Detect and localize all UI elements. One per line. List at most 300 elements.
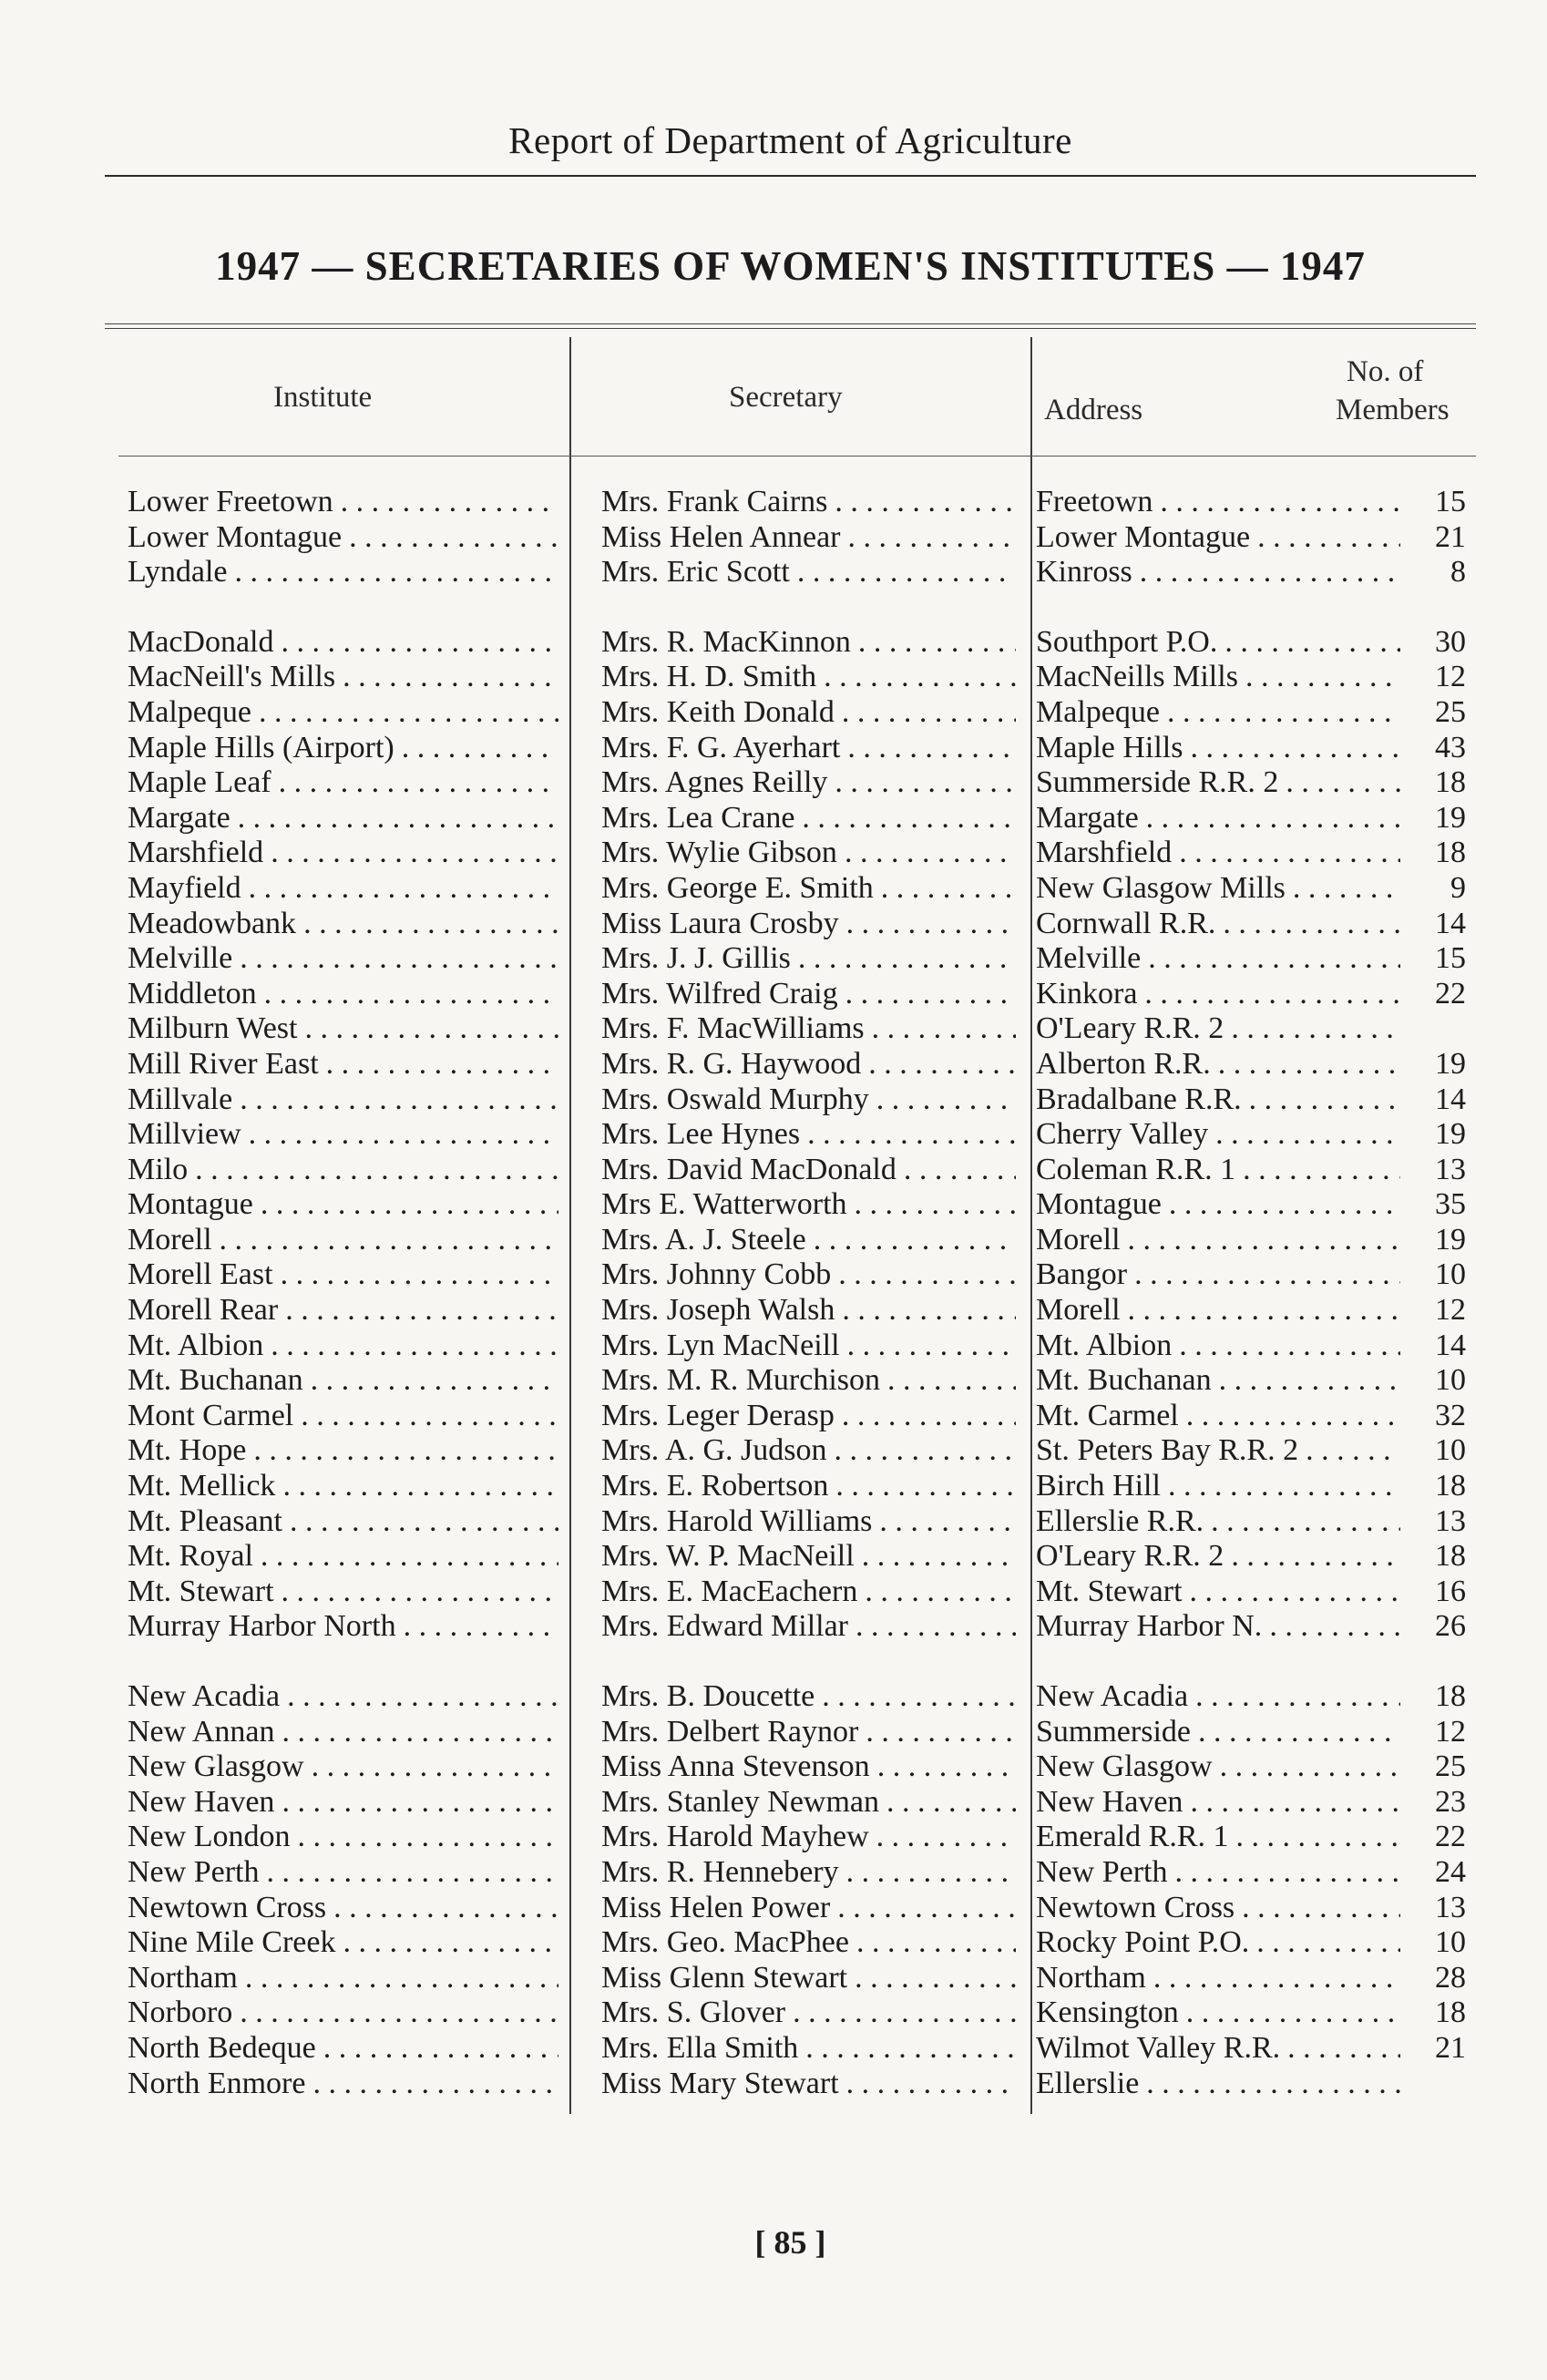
members-cell: 12 bbox=[1435, 1714, 1466, 1749]
leader-dots bbox=[1219, 1363, 1400, 1399]
leader-dots bbox=[238, 801, 558, 836]
table-row bbox=[128, 1433, 1476, 1469]
leader-dots bbox=[261, 1187, 558, 1223]
table-row bbox=[128, 1961, 1476, 1996]
table-row bbox=[128, 1715, 1476, 1750]
address-cell: St. Peters Bay R.R. 2 . . . bbox=[1025, 1433, 1400, 1469]
leader-dots bbox=[311, 1363, 558, 1399]
table-row bbox=[128, 2067, 1476, 2102]
leader-dots bbox=[848, 520, 1016, 556]
members-cell: 25 bbox=[1435, 694, 1466, 729]
secretary-cell: Mrs. Joseph Walsh . . . bbox=[577, 1293, 1025, 1328]
address-cell: Maple Hills . . . bbox=[1025, 731, 1400, 766]
leader-dots bbox=[240, 941, 558, 977]
members-cell: 24 bbox=[1435, 1854, 1466, 1889]
leader-dots bbox=[1245, 660, 1400, 695]
leader-dots bbox=[1220, 1749, 1400, 1785]
table-row bbox=[128, 555, 1476, 590]
col-header-secretary: Secretary bbox=[729, 381, 843, 414]
secretary-cell: Mrs. F. G. Ayerhart . . . bbox=[577, 731, 1025, 766]
leader-dots bbox=[326, 1047, 558, 1082]
leader-dots bbox=[1153, 1961, 1400, 1996]
leader-dots bbox=[1186, 1399, 1400, 1434]
leader-dots bbox=[195, 1153, 558, 1188]
leader-dots bbox=[1128, 1293, 1400, 1328]
address-cell: Kinkora . . . bbox=[1025, 977, 1400, 1012]
leader-dots bbox=[323, 2031, 558, 2067]
members-cell: 19 bbox=[1435, 800, 1466, 835]
institute-cell: Middleton . . . bbox=[128, 977, 577, 1012]
leader-dots bbox=[282, 1785, 558, 1821]
secretary-cell: Mrs. George E. Smith . . . bbox=[577, 871, 1025, 907]
institute-cell: Mayfield . . . bbox=[128, 871, 577, 907]
leader-dots bbox=[1190, 731, 1400, 766]
members-cell: 21 bbox=[1435, 519, 1466, 554]
leader-dots bbox=[312, 2067, 558, 2102]
members-cell: 12 bbox=[1435, 1293, 1466, 1328]
institute-cell: New Glasgow . . . bbox=[128, 1749, 577, 1785]
leader-dots bbox=[279, 765, 558, 801]
leader-dots bbox=[1190, 1785, 1400, 1821]
institute-cell: Mt. Stewart . . . bbox=[128, 1575, 577, 1610]
leader-dots bbox=[1134, 1257, 1400, 1293]
table-row bbox=[128, 1187, 1476, 1223]
members-cell: 21 bbox=[1435, 2030, 1466, 2065]
address-cell: New Haven . . . bbox=[1025, 1785, 1400, 1821]
leader-dots bbox=[855, 1961, 1016, 1996]
address-cell: Ellerslie R.R. . . . bbox=[1025, 1504, 1400, 1540]
address-cell: Birch Hill . . . bbox=[1025, 1469, 1400, 1504]
address-cell: Newtown Cross . . . bbox=[1025, 1891, 1400, 1926]
table-row bbox=[128, 1820, 1476, 1855]
leader-dots bbox=[879, 1504, 1016, 1540]
address-cell: Mt. Albion . . . bbox=[1025, 1328, 1400, 1364]
leader-dots bbox=[1256, 1925, 1400, 1961]
leader-dots bbox=[1144, 977, 1400, 1012]
table-row bbox=[128, 1855, 1476, 1891]
leader-dots bbox=[846, 1855, 1016, 1891]
address-cell: Southport P.O. . . . bbox=[1025, 625, 1400, 661]
institute-cell: Millvale . . . bbox=[128, 1082, 577, 1118]
leader-dots bbox=[876, 1820, 1016, 1855]
institute-cell: Northam . . . bbox=[128, 1961, 577, 1996]
secretary-cell: Miss Laura Crosby . . . bbox=[577, 907, 1025, 942]
title-rule bbox=[105, 323, 1476, 329]
leader-dots bbox=[1223, 907, 1400, 942]
leader-dots bbox=[838, 1257, 1016, 1293]
secretary-cell: Mrs. R. MacKinnon . . . bbox=[577, 625, 1025, 661]
leader-dots bbox=[837, 1891, 1016, 1926]
leader-dots bbox=[259, 695, 558, 731]
leader-dots bbox=[807, 1117, 1016, 1153]
secretary-cell: Mrs. W. P. MacNeill . . . bbox=[577, 1539, 1025, 1575]
table-row bbox=[128, 907, 1476, 942]
members-cell: 15 bbox=[1435, 485, 1466, 518]
col-header-address: Address bbox=[1044, 394, 1143, 426]
members-cell: 10 bbox=[1435, 1257, 1466, 1292]
leader-dots bbox=[846, 2067, 1016, 2102]
institute-cell: Marshfield . . . bbox=[128, 836, 577, 871]
secretary-cell: Mrs. Geo. MacPhee . . . bbox=[577, 1925, 1025, 1961]
members-cell: 13 bbox=[1435, 1890, 1466, 1924]
leader-dots bbox=[855, 1187, 1016, 1223]
secretary-cell: Miss Glenn Stewart . . . bbox=[577, 1961, 1025, 1996]
secretary-cell: Mrs. J. J. Gillis . . . bbox=[577, 941, 1025, 977]
page-title: 1947 — SECRETARIES OF WOMEN'S INSTITUTES — 1947 bbox=[215, 243, 1366, 289]
institute-cell: Nine Mile Creek . . . bbox=[128, 1925, 577, 1961]
table-row bbox=[128, 1257, 1476, 1293]
table-row bbox=[128, 1223, 1476, 1258]
table-row bbox=[128, 836, 1476, 871]
table-row bbox=[128, 731, 1476, 766]
table-row bbox=[128, 977, 1476, 1012]
leader-dots bbox=[303, 907, 558, 942]
secretary-cell: Miss Helen Power . . . bbox=[577, 1891, 1025, 1926]
leader-dots bbox=[404, 1609, 558, 1645]
leader-dots bbox=[842, 695, 1016, 731]
leader-dots bbox=[1242, 1891, 1400, 1926]
members-cell: 43 bbox=[1435, 730, 1466, 764]
leader-dots bbox=[858, 625, 1016, 661]
leader-dots bbox=[245, 1961, 558, 1996]
leader-dots bbox=[271, 836, 558, 871]
address-cell: O'Leary R.R. 2 . . . bbox=[1025, 1539, 1400, 1575]
members-cell: 13 bbox=[1435, 1152, 1466, 1186]
institute-cell: Morell Rear . . . bbox=[128, 1293, 577, 1328]
table-row bbox=[128, 1891, 1476, 1926]
leader-dots bbox=[865, 1575, 1016, 1610]
leader-dots bbox=[1231, 1539, 1400, 1575]
address-cell: Murray Harbor N. . . . bbox=[1025, 1609, 1400, 1645]
address-cell: Wilmot Valley R.R. . . . bbox=[1025, 2031, 1400, 2067]
secretary-cell: Mrs. M. R. Murchison . . . bbox=[577, 1363, 1025, 1399]
leader-dots bbox=[797, 555, 1016, 590]
leader-dots bbox=[282, 625, 558, 661]
leader-dots bbox=[1198, 1715, 1400, 1750]
table-row bbox=[128, 1082, 1476, 1118]
leader-dots bbox=[253, 1433, 558, 1469]
table-row bbox=[128, 1749, 1476, 1785]
institute-cell: Murray Harbor North . . . bbox=[128, 1609, 577, 1645]
secretary-cell: Mrs. H. D. Smith . . . bbox=[577, 660, 1025, 695]
secretary-cell: Mrs. Keith Donald . . . bbox=[577, 695, 1025, 731]
secretary-cell: Mrs. Eric Scott . . . bbox=[577, 555, 1025, 590]
table-row bbox=[128, 1504, 1476, 1540]
members-cell: 30 bbox=[1435, 624, 1466, 659]
address-cell: Summerside R.R. 2 . . . bbox=[1025, 765, 1400, 801]
table-row bbox=[128, 1328, 1476, 1364]
leader-dots bbox=[1179, 836, 1400, 871]
leader-dots bbox=[862, 1539, 1016, 1575]
institute-cell: New Haven . . . bbox=[128, 1785, 577, 1821]
members-cell bbox=[1400, 2067, 1473, 2102]
address-cell: New Perth . . . bbox=[1025, 1855, 1400, 1891]
members-cell: 18 bbox=[1435, 1679, 1466, 1713]
institute-cell: Milburn West . . . bbox=[128, 1011, 577, 1047]
leader-dots bbox=[847, 1328, 1016, 1364]
leader-dots bbox=[1293, 871, 1400, 907]
leader-dots bbox=[235, 555, 558, 590]
secretary-cell: Mrs. Lyn MacNeill . . . bbox=[577, 1328, 1025, 1364]
secretary-cell: Mrs. E. Robertson . . . bbox=[577, 1469, 1025, 1504]
address-cell: Freetown . . . bbox=[1025, 485, 1400, 520]
leader-dots bbox=[343, 660, 558, 695]
institute-cell: Lower Montague . . . bbox=[128, 520, 577, 556]
leader-dots bbox=[1168, 1469, 1400, 1504]
members-cell: 26 bbox=[1435, 1609, 1466, 1644]
leader-dots bbox=[1231, 1011, 1400, 1047]
leader-dots bbox=[866, 1715, 1016, 1750]
table-row bbox=[128, 871, 1476, 907]
members-cell: 28 bbox=[1435, 1960, 1466, 1995]
secretary-cell: Mrs. A. J. Steele . . . bbox=[577, 1223, 1025, 1258]
page-number: [ 85 ] bbox=[754, 2224, 826, 2261]
address-cell: Alberton R.R. . . . bbox=[1025, 1047, 1400, 1082]
address-cell: Ellerslie . . . bbox=[1025, 2067, 1400, 2102]
institute-cell: Melville . . . bbox=[128, 941, 577, 977]
group-spacer bbox=[128, 590, 1476, 625]
institute-cell: Morell . . . bbox=[128, 1223, 577, 1258]
address-cell: Cherry Valley . . . bbox=[1025, 1117, 1400, 1153]
address-cell: Bradalbane R.R. . . . bbox=[1025, 1082, 1400, 1118]
institute-cell: MacDonald . . . bbox=[128, 625, 577, 661]
address-cell: Marshfield . . . bbox=[1025, 836, 1400, 871]
leader-dots bbox=[1306, 1433, 1400, 1469]
leader-dots bbox=[264, 977, 558, 1012]
address-cell: Rocky Point P.O. . . . bbox=[1025, 1925, 1400, 1961]
secretary-cell: Mrs. Wilfred Craig . . . bbox=[577, 977, 1025, 1012]
address-cell: Morell . . . bbox=[1025, 1293, 1400, 1328]
members-cell: 10 bbox=[1435, 1433, 1466, 1468]
table-row bbox=[128, 1047, 1476, 1082]
address-cell: Malpeque . . . bbox=[1025, 695, 1400, 731]
table-row bbox=[128, 520, 1476, 556]
table-row bbox=[128, 625, 1476, 661]
leader-dots bbox=[847, 731, 1016, 766]
table-row bbox=[128, 485, 1476, 520]
institute-cell: Mt. Albion . . . bbox=[128, 1328, 577, 1364]
leader-dots bbox=[304, 1011, 558, 1047]
leader-dots bbox=[240, 1995, 558, 2031]
institute-cell: Mill River East . . . bbox=[128, 1047, 577, 1082]
leader-dots bbox=[1128, 1223, 1400, 1258]
leader-dots bbox=[798, 941, 1016, 977]
leader-dots bbox=[281, 1257, 558, 1293]
address-cell: New Acadia . . . bbox=[1025, 1679, 1400, 1715]
members-cell: 19 bbox=[1435, 1222, 1466, 1257]
institute-cell: Morell East . . . bbox=[128, 1257, 577, 1293]
leader-dots bbox=[1249, 1082, 1400, 1118]
address-cell: MacNeills Mills . . . bbox=[1025, 660, 1400, 695]
secretary-cell: Mrs. A. G. Judson . . . bbox=[577, 1433, 1025, 1469]
institute-cell: Meadowbank . . . bbox=[128, 907, 577, 942]
institute-cell: North Bedeque . . . bbox=[128, 2031, 577, 2067]
leader-dots bbox=[312, 1749, 558, 1785]
table-row bbox=[128, 1785, 1476, 1821]
institute-cell: Montague . . . bbox=[128, 1187, 577, 1223]
leader-dots bbox=[845, 836, 1016, 871]
institute-cell: Mt. Pleasant . . . bbox=[128, 1504, 577, 1540]
leader-dots bbox=[1186, 1995, 1400, 2031]
col-header-members-line1: No. of bbox=[1347, 355, 1424, 388]
address-cell: O'Leary R.R. 2 . . . bbox=[1025, 1011, 1400, 1047]
leader-dots bbox=[1179, 1328, 1400, 1364]
secretary-cell: Mrs. B. Doucette . . . bbox=[577, 1679, 1025, 1715]
col-header-members-line2: Members bbox=[1336, 394, 1450, 426]
table-row bbox=[128, 1679, 1476, 1715]
secretary-cell: Mrs. R. G. Haywood . . . bbox=[577, 1047, 1025, 1082]
members-cell: 8 bbox=[1450, 555, 1466, 590]
table-row bbox=[128, 1539, 1476, 1575]
institute-cell: Margate . . . bbox=[128, 801, 577, 836]
members-cell: 23 bbox=[1435, 1784, 1466, 1819]
leader-dots bbox=[904, 1153, 1016, 1188]
leader-dots bbox=[1218, 1047, 1400, 1082]
leader-dots bbox=[835, 1469, 1016, 1504]
address-cell: New Glasgow . . . bbox=[1025, 1749, 1400, 1785]
address-cell: Mt. Carmel . . . bbox=[1025, 1399, 1400, 1434]
institute-cell: New Annan . . . bbox=[128, 1715, 577, 1750]
leader-dots bbox=[842, 1399, 1016, 1434]
institute-cell: Lower Freetown . . . bbox=[128, 485, 577, 520]
secretary-cell: Mrs. S. Glover . . . bbox=[577, 1995, 1025, 2031]
members-cell: 19 bbox=[1435, 1046, 1466, 1081]
leader-dots bbox=[1140, 555, 1400, 590]
leader-dots bbox=[1287, 2031, 1400, 2067]
leader-dots bbox=[1257, 520, 1400, 556]
leader-dots bbox=[282, 1715, 558, 1750]
leader-dots bbox=[220, 1223, 558, 1258]
leader-dots bbox=[1146, 2067, 1400, 2102]
table-row bbox=[128, 765, 1476, 801]
secretary-cell: Mrs. Lee Hynes . . . bbox=[577, 1117, 1025, 1153]
members-cell: 14 bbox=[1435, 906, 1466, 940]
secretary-cell: Mrs E. Watterworth . . . bbox=[577, 1187, 1025, 1223]
leader-dots bbox=[822, 1679, 1016, 1715]
leader-dots bbox=[805, 2031, 1016, 2067]
institute-cell: Mt. Hope . . . bbox=[128, 1433, 577, 1469]
leader-dots bbox=[846, 907, 1016, 942]
members-cell: 13 bbox=[1435, 1503, 1466, 1538]
leader-dots bbox=[249, 871, 558, 907]
members-cell: 18 bbox=[1435, 1995, 1466, 2030]
leader-dots bbox=[842, 1293, 1016, 1328]
institute-cell: Mt. Royal . . . bbox=[128, 1539, 577, 1575]
members-cell: 19 bbox=[1435, 1117, 1466, 1152]
leader-dots bbox=[855, 1609, 1016, 1645]
leader-dots bbox=[1269, 1609, 1400, 1645]
leader-dots bbox=[1174, 1855, 1400, 1891]
leader-dots bbox=[793, 1995, 1016, 2031]
leader-dots bbox=[271, 1328, 558, 1364]
leader-dots bbox=[876, 1082, 1016, 1118]
institute-cell: Lyndale . . . bbox=[128, 555, 577, 590]
address-cell: Coleman R.R. 1 . . . bbox=[1025, 1153, 1400, 1188]
leader-dots bbox=[266, 1855, 558, 1891]
leader-dots bbox=[1195, 1679, 1400, 1715]
secretary-cell: Mrs. Harold Mayhew . . . bbox=[577, 1820, 1025, 1855]
members-cell: 10 bbox=[1435, 1363, 1466, 1398]
address-cell: Northam . . . bbox=[1025, 1961, 1400, 1996]
address-cell: Mt. Stewart . . . bbox=[1025, 1575, 1400, 1610]
table-row bbox=[128, 695, 1476, 731]
leader-dots bbox=[343, 1925, 559, 1961]
leader-dots bbox=[349, 520, 558, 556]
header-rule bbox=[118, 456, 1476, 457]
secretary-cell: Miss Helen Annear . . . bbox=[577, 520, 1025, 556]
members-cell: 25 bbox=[1435, 1749, 1466, 1784]
leader-dots bbox=[872, 1011, 1016, 1047]
institute-cell: Mt. Mellick . . . bbox=[128, 1469, 577, 1504]
leader-dots bbox=[297, 1820, 558, 1855]
address-cell: Morell . . . bbox=[1025, 1223, 1400, 1258]
leader-dots bbox=[1148, 941, 1400, 977]
leader-dots bbox=[886, 1785, 1016, 1821]
secretary-cell: Mrs. Wylie Gibson . . . bbox=[577, 836, 1025, 871]
leader-dots bbox=[1243, 1153, 1400, 1188]
leader-dots bbox=[1169, 1187, 1400, 1223]
leader-dots bbox=[835, 765, 1016, 801]
address-cell: Lower Montague . . . bbox=[1025, 520, 1400, 556]
leader-dots bbox=[868, 1047, 1016, 1082]
leader-dots bbox=[1215, 1117, 1400, 1153]
members-cell: 14 bbox=[1435, 1082, 1466, 1116]
leader-dots bbox=[261, 1539, 558, 1575]
leader-dots bbox=[1167, 695, 1400, 731]
institute-cell: MacNeill's Mills . . . bbox=[128, 660, 577, 695]
members-cell: 18 bbox=[1435, 836, 1466, 870]
members-cell: 32 bbox=[1435, 1398, 1466, 1432]
table-row bbox=[128, 1925, 1476, 1961]
table-row bbox=[128, 1609, 1476, 1645]
table-row bbox=[128, 1469, 1476, 1504]
secretary-cell: Mrs. Lea Crane . . . bbox=[577, 801, 1025, 836]
leader-dots bbox=[282, 1575, 558, 1610]
leader-dots bbox=[1224, 625, 1400, 661]
secretary-cell: Mrs. David MacDonald . . . bbox=[577, 1153, 1025, 1188]
table-row bbox=[128, 941, 1476, 977]
members-cell: 18 bbox=[1435, 1469, 1466, 1503]
leader-dots bbox=[240, 1082, 558, 1118]
leader-dots bbox=[333, 1891, 558, 1926]
secretary-cell: Miss Mary Stewart . . . bbox=[577, 2067, 1025, 2102]
secretary-cell: Mrs. Frank Cairns . . . bbox=[577, 485, 1025, 520]
leader-dots bbox=[881, 871, 1016, 907]
table-row bbox=[128, 1011, 1476, 1047]
leader-dots bbox=[824, 660, 1016, 695]
leader-dots bbox=[887, 1363, 1016, 1399]
leader-dots bbox=[834, 1433, 1016, 1469]
institute-cell: Millview . . . bbox=[128, 1117, 577, 1153]
running-header: Report of Department of Agriculture bbox=[105, 118, 1476, 177]
table-row bbox=[128, 801, 1476, 836]
secretary-cell: Mrs. Stanley Newman . . . bbox=[577, 1785, 1025, 1821]
leader-dots bbox=[1160, 485, 1400, 520]
table-row bbox=[128, 660, 1476, 695]
address-cell: Cornwall R.R. . . . bbox=[1025, 907, 1400, 942]
leader-dots bbox=[1211, 1504, 1400, 1540]
institute-cell: Newtown Cross . . . bbox=[128, 1891, 577, 1926]
table-row bbox=[128, 1293, 1476, 1328]
leader-dots bbox=[814, 1223, 1016, 1258]
leader-dots bbox=[1146, 801, 1400, 836]
leader-dots bbox=[1236, 1820, 1400, 1855]
leader-dots bbox=[835, 485, 1016, 520]
institute-cell: Malpeque . . . bbox=[128, 695, 577, 731]
secretary-cell: Mrs. Johnny Cobb . . . bbox=[577, 1257, 1025, 1293]
table-row bbox=[128, 1575, 1476, 1610]
members-cell: 10 bbox=[1435, 1925, 1466, 1960]
